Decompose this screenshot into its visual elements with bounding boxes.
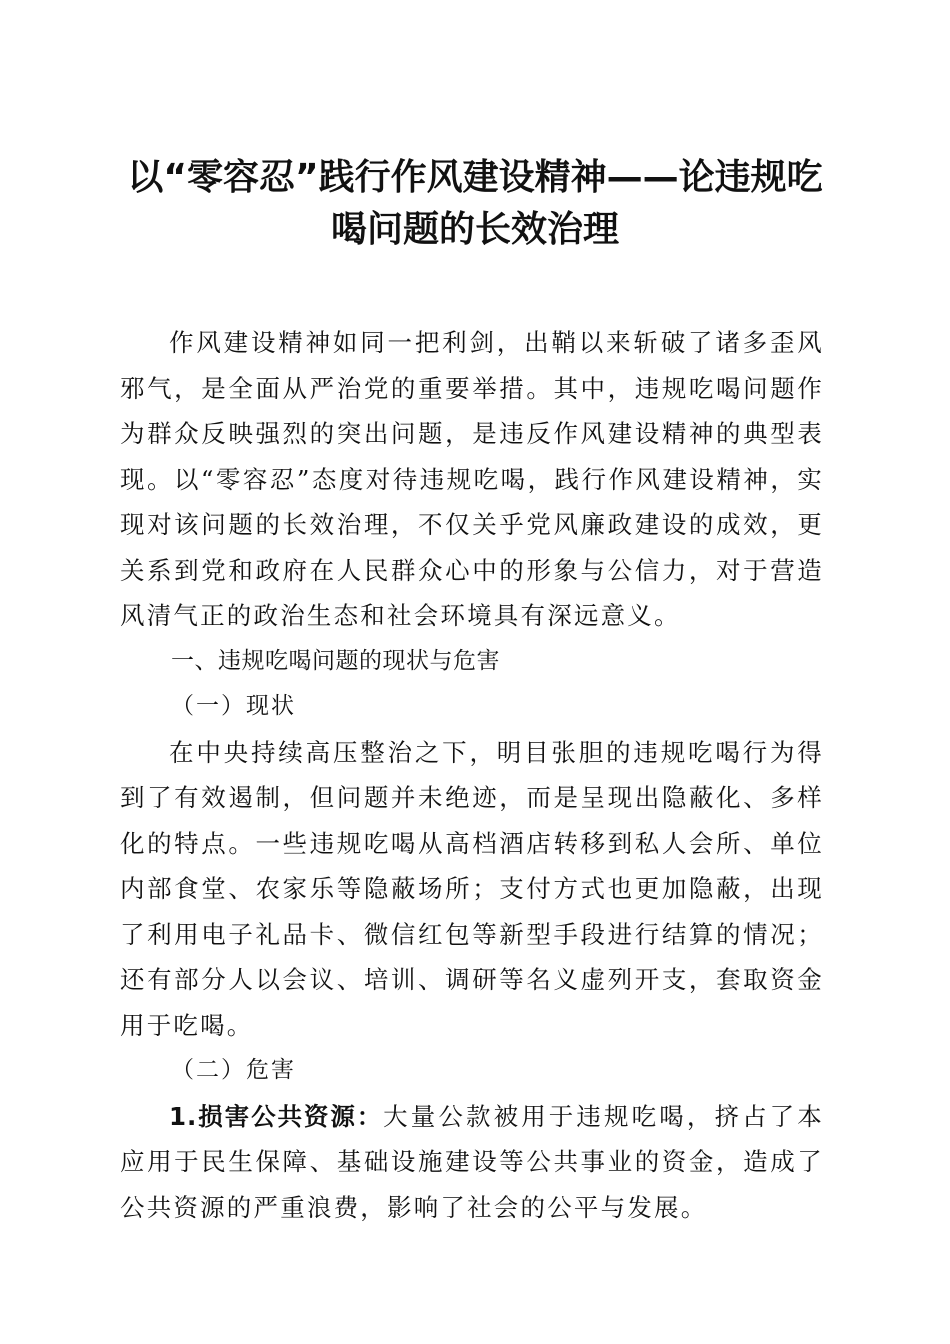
section-heading-1: 一、违规吃喝问题的现状与危害: [171, 647, 500, 674]
status-paragraph: 在中央持续高压整治之下，明目张胆的违规吃喝行为得到了有效遏制，但问题并未绝迹，而是呈现出隐蔽化、多样化的特点。一些违规吃喝从高档酒店转移到私人会所、单位内部食堂、农家乐等隐蔽场所；支付方式也更加隐蔽，出现了利用电子礼品卡、微信红包等新型手段进行结算的情况；还有部分人以会议、培训、调研等名义虚列开支，套取资金用于吃喝。: [120, 737, 824, 1040]
harm-paragraph-1: [120, 1094, 824, 1231]
document-title: 以“零容忍”践行作风建设精神——论违规吃喝问题的长效治理: [127, 157, 823, 250]
harm-1-lead: 1.损害公共资源：: [169, 1101, 384, 1131]
harm-1-text: 大量公款被用于违规吃喝，挤占了本应用于民生保障、基础设施建设等公共事业的资金，造成了公共资源的严重浪费，影响了社会的公平与发展。: [120, 1101, 824, 1222]
intro-paragraph: 作风建设精神如同一把利剑，出鞘以来斩破了诸多歪风邪气，是全面从严治党的重要举措。其中，违规吃喝问题作为群众反映强烈的突出问题，是违反作风建设精神的典型表现。以“零容忍”态度对待违规吃喝，践行作风建设精神，实现对该问题的长效治理，不仅关乎党风廉政建设的成效，更关系到党和政府在人民群众心中的形象与公信力，对于营造风清气正的政治生态和社会环境具有深远意义。: [120, 328, 824, 630]
document-body: [120, 320, 824, 1230]
subsection-heading-status: （一）现状: [171, 693, 296, 719]
subsection-heading-harm: （二）危害: [171, 1057, 296, 1083]
